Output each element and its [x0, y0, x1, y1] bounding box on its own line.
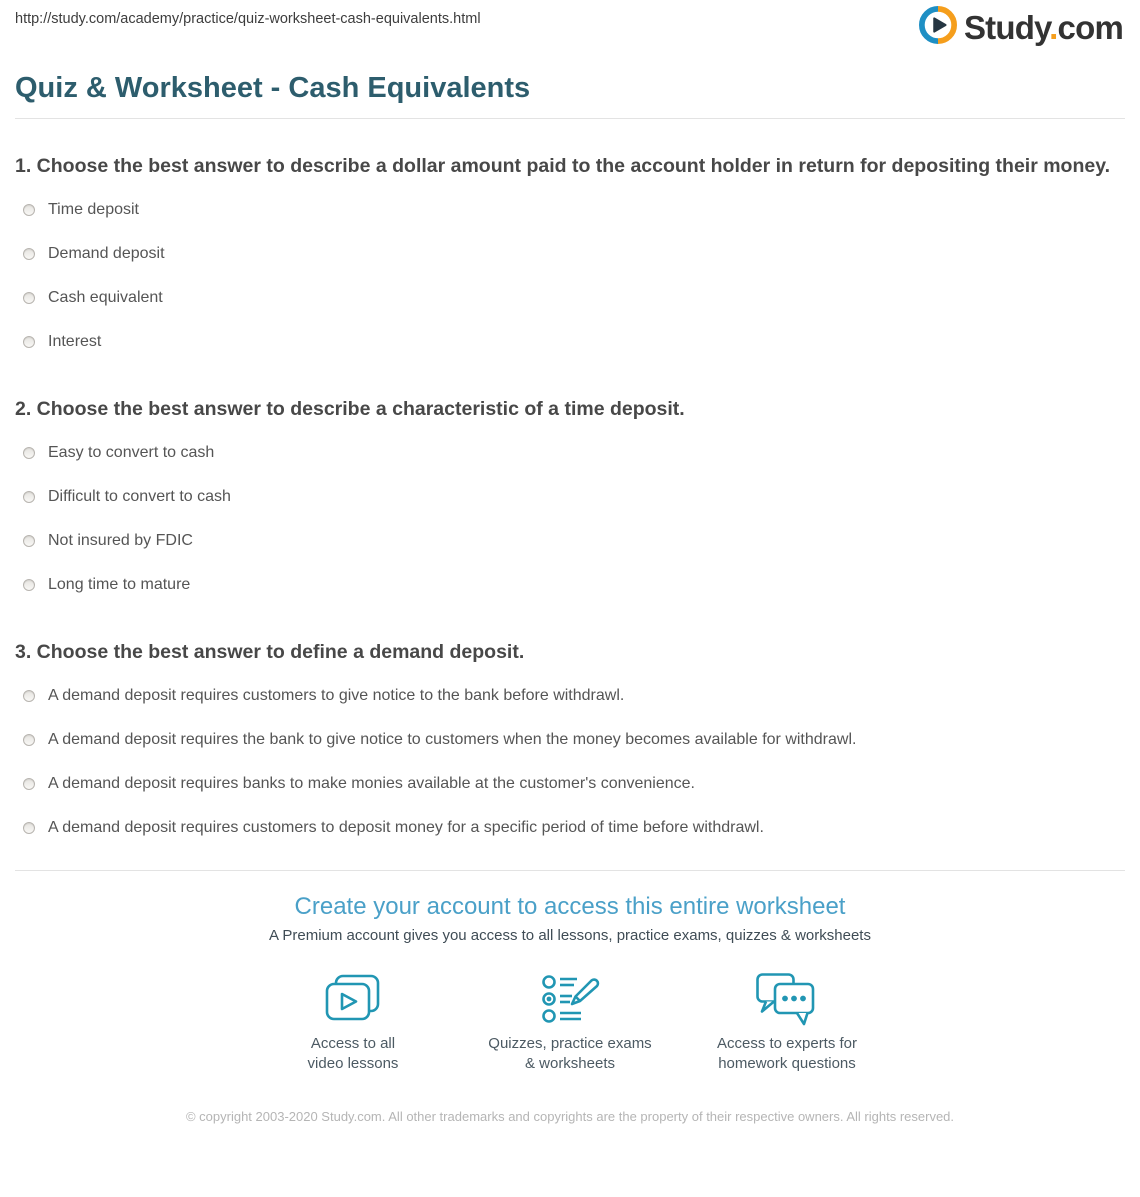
divider [15, 118, 1125, 119]
option-label[interactable]: Time deposit [48, 200, 139, 218]
option-label[interactable]: A demand deposit requires banks to make monies available at the customer's convenience. [48, 774, 695, 792]
feature-video-lessons [245, 972, 462, 1075]
feature-label: Access to experts for homework questions [716, 1034, 858, 1073]
page-footer [0, 1108, 1140, 1126]
answer-option[interactable] [15, 818, 1125, 838]
option-label[interactable]: Not insured by FDIC [48, 531, 193, 549]
radio-button[interactable] [23, 292, 35, 304]
answer-option[interactable] [15, 443, 1125, 463]
option-label[interactable]: Cash equivalent [48, 288, 163, 306]
answer-option[interactable] [15, 774, 1125, 794]
studycom-logo-text: Study.com [963, 9, 1123, 46]
option-label[interactable]: Long time to mature [48, 575, 191, 593]
radio-button[interactable] [23, 248, 35, 260]
answer-option[interactable] [15, 332, 1125, 352]
radio-button[interactable] [23, 336, 35, 348]
feature-label: Quizzes, practice exams & worksheets [488, 1034, 652, 1073]
option-label[interactable]: A demand deposit requires customers to deposit money for a specific period of time before withdrawl. [48, 818, 764, 836]
answer-option[interactable] [15, 200, 1125, 220]
studycom-logo-icon [919, 6, 957, 49]
option-label[interactable]: Easy to convert to cash [48, 443, 215, 461]
radio-button[interactable] [23, 778, 35, 790]
video-lessons-icon [245, 972, 462, 1028]
option-label[interactable]: A demand deposit requires the bank to give notice to customers when the money becomes available for withdrawl. [48, 730, 857, 748]
premium-account-subtitle: A Premium account gives you access to all lessons, practice exams, quizzes & worksheets [269, 926, 871, 944]
features-row [0, 972, 1140, 1075]
radio-button[interactable] [23, 690, 35, 702]
radio-button[interactable] [23, 204, 35, 216]
question-2-text: 2. Choose the best answer to describe a characteristic of a time deposit. [15, 397, 685, 420]
option-label[interactable]: Demand deposit [48, 244, 165, 262]
option-label[interactable]: Difficult to convert to cash [48, 487, 231, 505]
divider [15, 870, 1125, 871]
radio-button[interactable] [23, 491, 35, 503]
create-account-link[interactable]: Create your account to access this entire worksheet [294, 892, 846, 920]
quizzes-worksheets-icon [462, 972, 679, 1028]
cta-section [0, 893, 1140, 1075]
radio-button[interactable] [23, 579, 35, 591]
answer-option[interactable] [15, 575, 1125, 595]
feature-quizzes-worksheets [462, 972, 679, 1075]
page-url: http://study.com/academy/practice/quiz-worksheet-cash-equivalents.html [15, 11, 481, 27]
option-label[interactable]: Interest [48, 332, 102, 350]
question-1 [0, 152, 1140, 352]
radio-button[interactable] [23, 822, 35, 834]
studycom-logo[interactable] [919, 6, 1123, 49]
feature-experts-homework [679, 972, 896, 1075]
answer-option[interactable] [15, 288, 1125, 308]
radio-button[interactable] [23, 535, 35, 547]
answer-option[interactable] [15, 244, 1125, 264]
question-3-text: 3. Choose the best answer to define a demand deposit. [15, 640, 525, 663]
question-3 [0, 638, 1140, 838]
answer-option[interactable] [15, 531, 1125, 551]
experts-chat-icon [679, 972, 896, 1028]
copyright-text: © copyright 2003-2020 Study.com. All other trademarks and copyrights are the property of their respective owners. All rights reserved. [185, 1108, 955, 1124]
answer-option[interactable] [15, 686, 1125, 706]
question-2 [0, 395, 1140, 595]
radio-button[interactable] [23, 447, 35, 459]
feature-label: Access to all video lessons [307, 1034, 399, 1073]
option-label[interactable]: A demand deposit requires customers to give notice to the bank before withdrawl. [48, 686, 625, 704]
page-title: Quiz & Worksheet - Cash Equivalents [15, 72, 531, 104]
radio-button[interactable] [23, 734, 35, 746]
question-1-text: 1. Choose the best answer to describe a dollar amount paid to the account holder in return for depositing their money. [15, 154, 1111, 177]
answer-option[interactable] [15, 730, 1125, 750]
answer-option[interactable] [15, 487, 1125, 507]
